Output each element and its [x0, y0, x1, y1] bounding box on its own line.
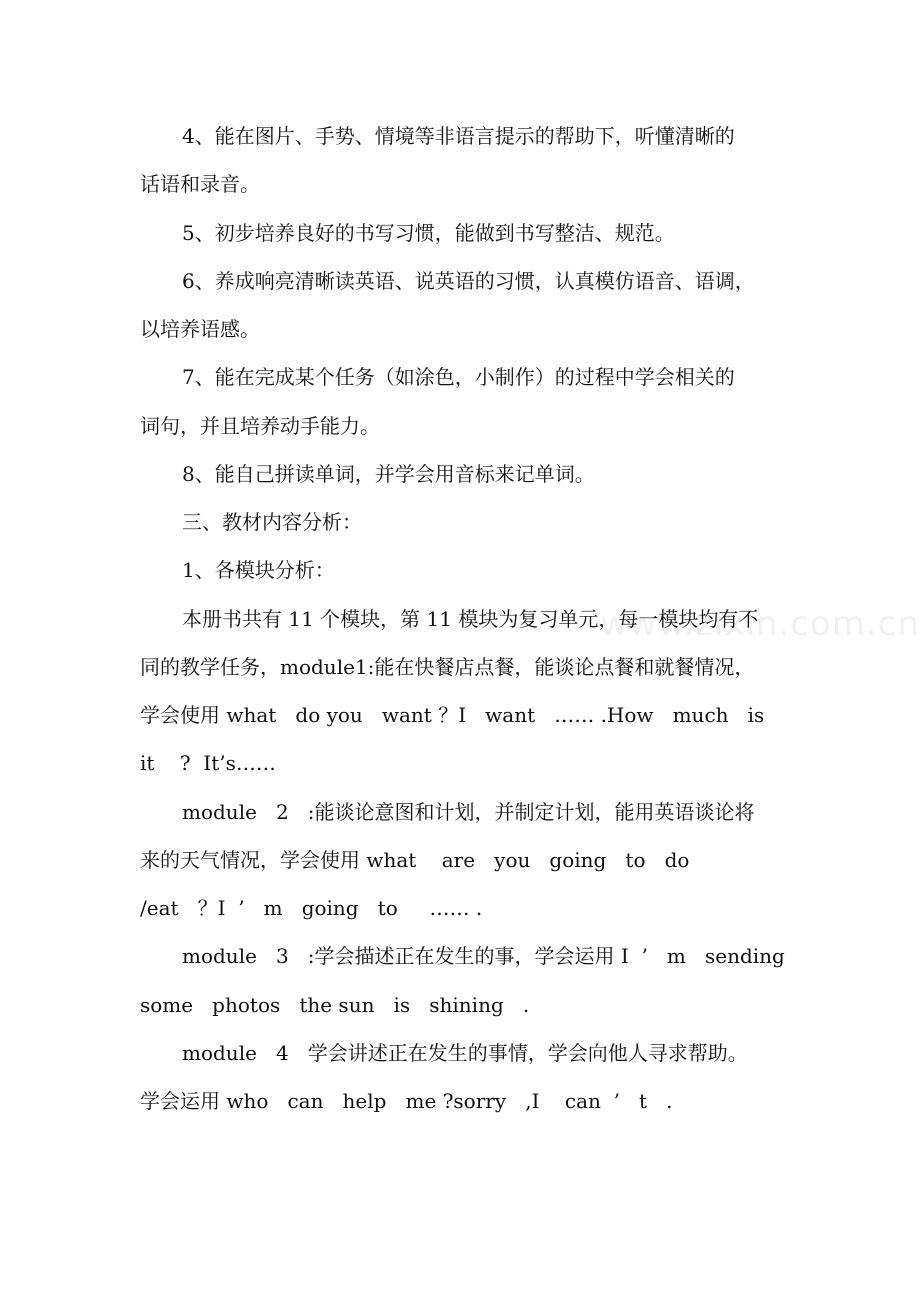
text-line: module 4 学会讲述正在发生的事情，学会向他人寻求帮助。	[182, 1041, 748, 1065]
text-line: 4、能在图片、手势、情境等非语言提示的帮助下，听懂清晰的	[182, 124, 735, 148]
text-line: /eat ？I ’ m going to …… .	[140, 896, 483, 920]
text-line: some photos the sun is shining .	[140, 993, 530, 1017]
text-line: 词句，并且培养动手能力。	[140, 414, 380, 438]
text-line: 5、初步培养良好的书写习惯，能做到书写整洁、规范。	[182, 221, 675, 245]
text-line: 同的教学任务，module1:能在快餐店点餐，能谈论点餐和就餐情况，	[140, 655, 755, 679]
text-line: 7、能在完成某个任务（如涂色，小制作）的过程中学会相关的	[182, 365, 735, 389]
section-heading: 三、教材内容分析：	[182, 510, 362, 534]
text-line: 以培养语感。	[140, 317, 260, 341]
text-line: 学会运用 who can help me ?sorry ,I can ’ t .	[140, 1089, 673, 1113]
text-line: 话语和录音。	[140, 172, 260, 196]
subsection-heading: 1、各模块分析：	[182, 558, 335, 582]
text-line: it ? It’s……	[140, 751, 276, 775]
text-line: 学会使用 what do you want ？I want …… .How much is	[140, 703, 765, 727]
text-line: 来的天气情况，学会使用 what are you going to do	[140, 848, 690, 872]
text-line: 本册书共有 11 个模块，第 11 模块为复习单元，每一模块均有不	[182, 607, 759, 631]
text-line: module 2 :能谈论意图和计划，并制定计划，能用英语谈论将	[182, 800, 755, 824]
text-line: 6、养成响亮清晰读英语、说英语的习惯，认真模仿语音、语调，	[182, 269, 755, 293]
text-line: module 3 :学会描述正在发生的事，学会运用 I ’ m sending	[182, 944, 785, 968]
text-line: 8、能自己拼读单词，并学会用音标来记单词。	[182, 462, 595, 486]
watermark: www.zixin.com.cn	[600, 604, 920, 644]
